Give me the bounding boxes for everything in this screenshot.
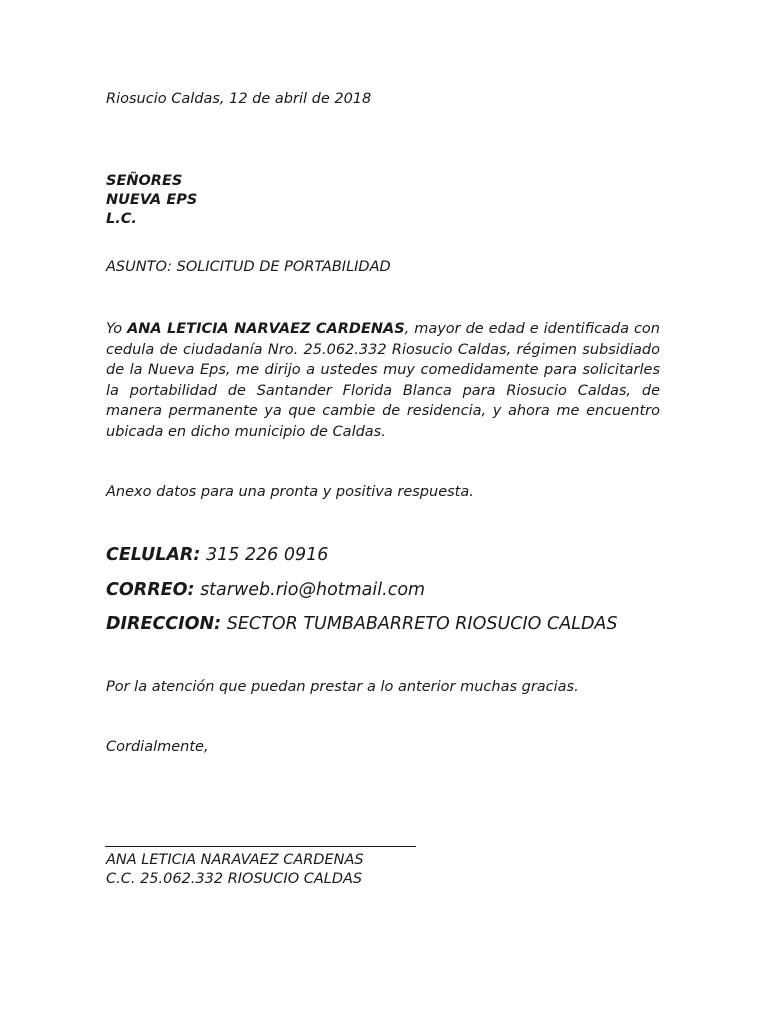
recipient-line-2: NUEVA EPS	[106, 192, 198, 208]
email-line	[106, 580, 425, 600]
signature-block	[106, 851, 364, 889]
signature-line	[105, 846, 416, 847]
closing-line: Cordialmente,	[106, 739, 209, 755]
phone-line	[106, 545, 328, 565]
address-value: SECTOR TUMBABARRETO RIOSUCIO CALDAS	[221, 614, 618, 634]
address-label: DIRECCION:	[106, 614, 222, 634]
body-text: , mayor de edad e identificada con cedula de ciudadanía Nro. 25.062.332 Riosucio Caldas, régimen subsidiado de la Nueva Eps, me dirijo a ustedes muy comedidamente para solicitarles la portabilidad de Santander Florida Blanca para Riosucio Caldas, de manera permanente ya que cambie de residencia, y ahora me encuentro ubicada en dicho municipio de Caldas.	[106, 321, 660, 440]
email-label: CORREO:	[106, 580, 195, 600]
body-paragraph	[106, 319, 660, 443]
recipient-block	[106, 172, 197, 229]
signature-id: C.C. 25.062.332 RIOSUCIO CALDAS	[106, 871, 363, 887]
recipient-line-3: L.C.	[106, 211, 137, 227]
body-prefix: Yo	[106, 321, 128, 337]
email-value: starweb.rio@hotmail.com	[194, 580, 426, 600]
address-line	[106, 614, 618, 634]
phone-label: CELULAR:	[106, 545, 201, 565]
signature-name: ANA LETICIA NARAVAEZ CARDENAS	[106, 852, 364, 868]
thanks-line: Por la atención que puedan prestar a lo anterior muchas gracias.	[106, 679, 579, 695]
sender-name: ANA LETICIA NARVAEZ CARDENAS	[127, 321, 405, 337]
annex-line: Anexo datos para una pronta y positiva respuesta.	[106, 484, 474, 500]
subject-line: ASUNTO: SOLICITUD DE PORTABILIDAD	[106, 259, 391, 275]
recipient-line-1: SEÑORES	[106, 173, 183, 189]
phone-value: 315 226 0916	[200, 545, 329, 565]
date-line: Riosucio Caldas, 12 de abril de 2018	[106, 91, 372, 107]
